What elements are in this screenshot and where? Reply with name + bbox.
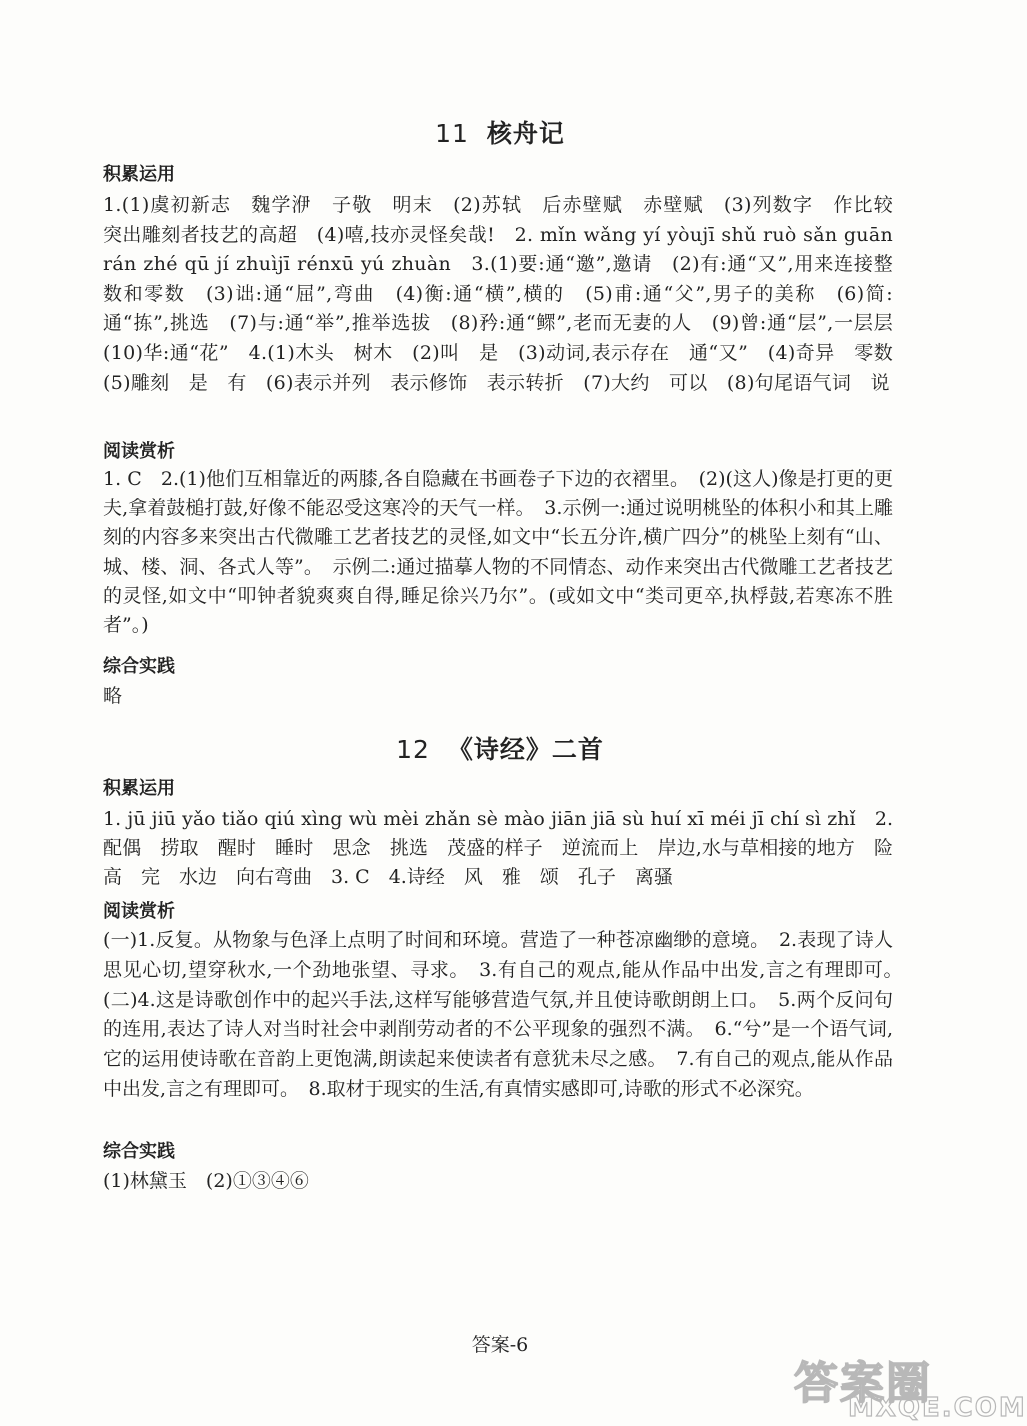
lesson-12-practice-text: (1)林黛玉 (2)①③④⑥: [103, 1170, 309, 1192]
watermark-url: MXQE.COM: [848, 1393, 1027, 1423]
lesson-11-reading-heading: 阅读赏析: [103, 441, 175, 462]
page-number: 答案-6: [471, 1334, 529, 1356]
lesson-11-title: [0, 114, 1000, 150]
lesson-12-accumulate-text: 1. jū jiū yǎo tiǎo qiú xìng wù mèi zhǎn sè mào jiān jiā sù huí xī méi jī chí sì zhǐ 2.配偶 捞取 醒时 睡时 思念 挑选 茂盛的样子 逆流而上 岸边,水与草相接的地方 险 高 完 水边 向右弯曲 3. C 4.诗经 风 雅 颂 孔子 离骚: [103, 808, 913, 888]
lesson-11-name: 核舟记: [486, 119, 565, 148]
lesson-11-reading-text: 1. C 2.(1)他们互相靠近的两膝,各自隐藏在书画卷子下边的衣褶里。 (2)(这人)像是打更的更夫,拿着鼓槌打鼓,好像不能忍受这寒冷的天气一样。 3.示例一:通过说明桃坠的体积小和其上雕刻的内容多来突出古代微雕工艺者技艺的灵怪,如文中“长五分许,横广四分”的桃坠上刻有“山、城、楼、洞、各式人等”。 示例二:通过描摹人物的不同情态、动作来突出古代微雕工艺者技艺的灵怪,如文中“叩钟者貌爽爽自得,睡足徐兴乃尔”。(或如文中“类司更卒,执桴鼓,若寒冻不胜者”。): [103, 468, 893, 637]
lesson-12-title: [0, 730, 1000, 766]
lesson-11-accumulate-text: 1.(1)虞初新志 魏学洢 子敬 明末 (2)苏轼 后赤壁赋 赤壁赋 (3)列数字 作比较 突出雕刻者技艺的高超 (4)嘻,技亦灵怪矣哉! 2. mǐn wǎng yí yòujī shǔ ruò sǎn guān rán zhé qū jí zhuìjī rénxū yú zhuàn 3.(1)要:通“邀”,邀请 (2)有:通“又”,用来连接整数和零数 (3)诎:通“屈”,弯曲 (4)衡:通“横”,横的 (5)甫:通“父”,男子的美称 (6)简:通“拣”,挑选 (7)与:通“举”,推举选拔 (8)矜:通“鳏”,老而无妻的人 (9)曾:通“层”,一层层 (10)华:通“花” 4.(1)木头 树木 (2)叫 是 (3)动词,表示存在 通“又” (4)奇异 零数 (5)雕刻 是 有 (6)表示并列 表示修饰 表示转折 (7)大约 可以 (8)句尾语气词 说: [103, 194, 913, 394]
watermark-logo: [786, 1355, 1027, 1423]
lesson-12-number: 12: [396, 735, 430, 764]
lesson-11-practice-heading: 综合实践: [103, 656, 175, 677]
lesson-12-accumulate-heading: 积累运用: [103, 778, 175, 799]
lesson-11-accumulate-heading: 积累运用: [103, 164, 175, 185]
lesson-12-practice-heading: 综合实践: [103, 1141, 175, 1162]
watermark-title: 答案圈: [794, 1358, 932, 1409]
lesson-12-reading-heading: 阅读赏析: [103, 901, 175, 922]
lesson-12-name: 《诗经》二首: [447, 735, 604, 764]
lesson-12-reading-text: (一)1.反复。从物象与色泽上点明了时间和环境。营造了一种苍凉幽缈的意境。 2.表现了诗人思见心切,望穿秋水,一个劲地张望、寻求。 3.有自己的观点,能从作品中出发,言之有理即可。 (二)4.这是诗歌创作中的起兴手法,这样写能够营造气氛,并且使诗歌朗朗上口。 5.两个反问句的连用,表达了诗人对当时社会中剥削劳动者的不公平现象的强烈不满。 6.“兮”是一个语气词,它的运用使诗歌在音韵上更饱满,朗读起来使读者有意犹未尽之感。 7.有自己的观点,能从作品中出发,言之有理即可。 8.取材于现实的生活,有真情实感即可,诗歌的形式不必深究。: [103, 929, 913, 1100]
lesson-11-number: 11: [435, 119, 469, 148]
lesson-11-practice-text: 略: [103, 685, 123, 707]
